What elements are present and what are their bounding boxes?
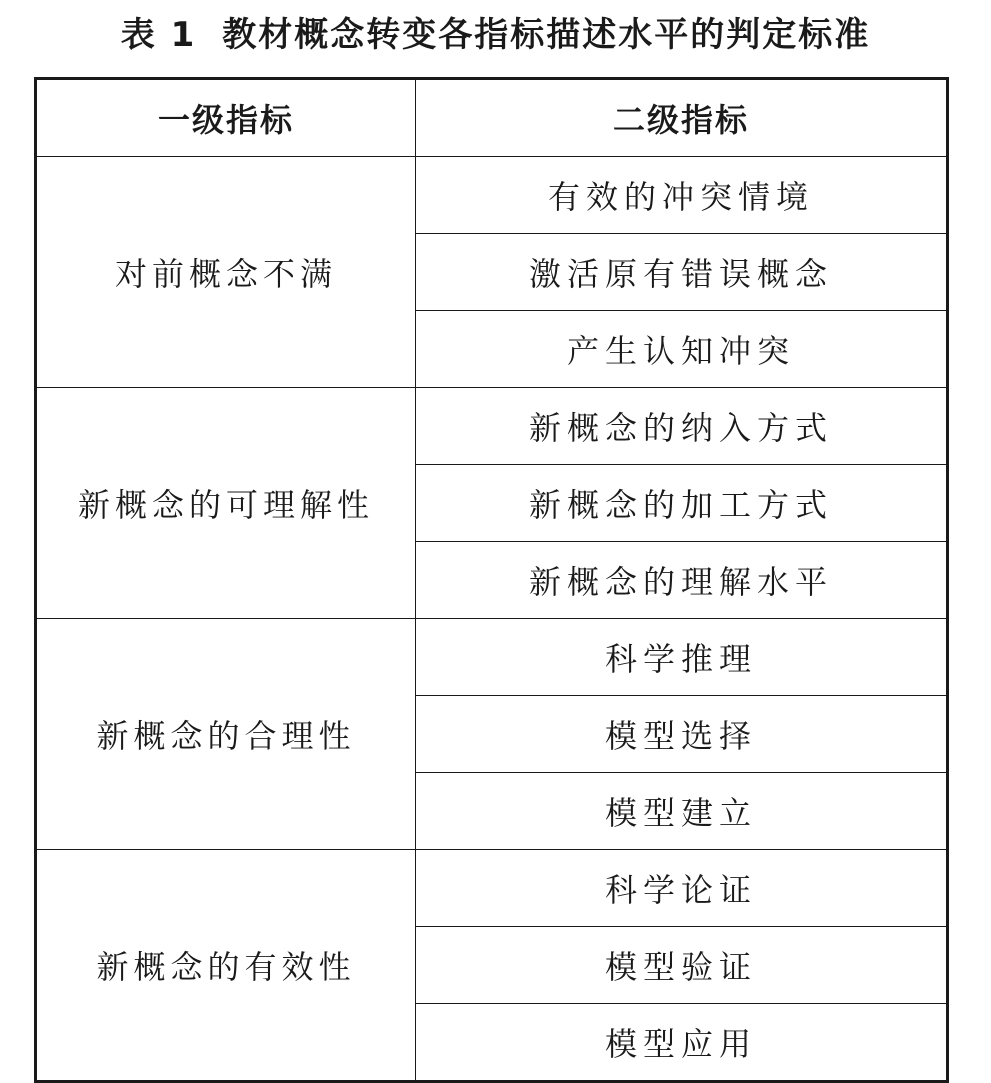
header-secondary-indicator: 二级指标 bbox=[416, 79, 948, 157]
secondary-indicator-cell: 新概念的纳入方式 bbox=[416, 388, 948, 465]
table-row bbox=[36, 388, 948, 465]
table-number: 表 1 bbox=[120, 15, 197, 55]
header-row bbox=[36, 79, 948, 157]
secondary-indicator-cell: 有效的冲突情境 bbox=[416, 157, 948, 234]
secondary-indicator-cell: 模型选择 bbox=[416, 696, 948, 773]
secondary-indicator-cell: 新概念的理解水平 bbox=[416, 542, 948, 619]
secondary-indicator-cell: 激活原有错误概念 bbox=[416, 234, 948, 311]
table-row bbox=[36, 157, 948, 234]
secondary-indicator-cell: 模型应用 bbox=[416, 1004, 948, 1082]
secondary-indicator-cell: 产生认知冲突 bbox=[416, 311, 948, 388]
table-row bbox=[36, 850, 948, 927]
secondary-indicator-cell: 科学推理 bbox=[416, 619, 948, 696]
primary-indicator-cell: 新概念的有效性 bbox=[36, 850, 416, 1082]
primary-indicator-cell: 新概念的合理性 bbox=[36, 619, 416, 850]
secondary-indicator-cell: 新概念的加工方式 bbox=[416, 465, 948, 542]
table-caption bbox=[0, 10, 991, 60]
primary-indicator-cell: 对前概念不满 bbox=[36, 157, 416, 388]
table-row bbox=[36, 619, 948, 696]
secondary-indicator-cell: 模型建立 bbox=[416, 773, 948, 850]
header-primary-indicator: 一级指标 bbox=[36, 79, 416, 157]
secondary-indicator-cell: 科学论证 bbox=[416, 850, 948, 927]
criteria-table bbox=[34, 77, 949, 1083]
secondary-indicator-cell: 模型验证 bbox=[416, 927, 948, 1004]
primary-indicator-cell: 新概念的可理解性 bbox=[36, 388, 416, 619]
table-title: 教材概念转变各指标描述水平的判定标准 bbox=[222, 15, 871, 55]
